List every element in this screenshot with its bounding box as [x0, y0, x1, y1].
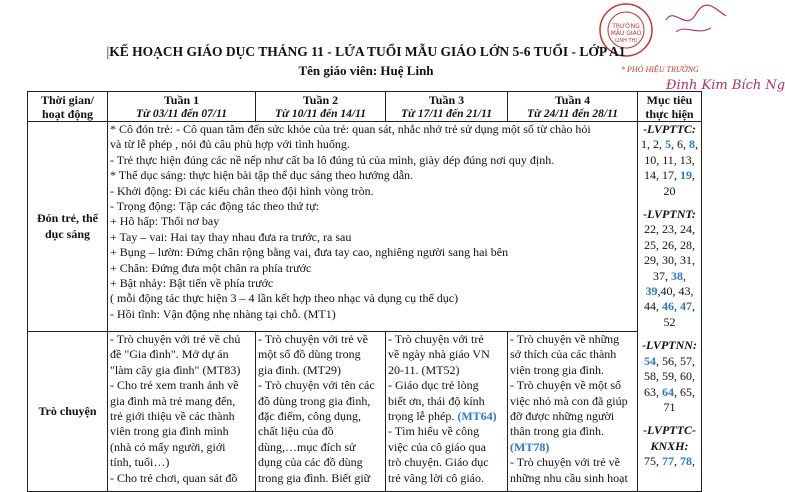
morning-line: + Tay – vai: Hai tay thay nhau đưa ra trước, ra sau — [110, 229, 352, 244]
education-plan-table — [27, 91, 702, 492]
morning-line: - Hồi tĩnh: Vận động nhẹ nhàng tại chỗ. (MT1) — [110, 306, 336, 321]
morning-line: + Hô hấp: Thổi nơ bay — [110, 214, 220, 229]
morning-activities — [108, 122, 638, 332]
goal-group-title: -LVPTNT: — [643, 207, 696, 222]
chat-week-1: - Trò chuyện với trẻ về chủ đề "Gia đình". Mở dự án "làm cây gia đình" (MT83) - Cho trẻ xem tranh ảnh về gia đình mà trẻ mang đến, trẻ giới thiệu về các thành viên trong gia đình mình (nhà có mấy người, giới tính, tuổi…) - Cho trẻ chơi, quan sát đồ — [108, 332, 256, 492]
chat-week-3: - Trò chuyện với trẻ về ngày nhà giáo VN 20-11. (MT52) - Giáo dục trẻ lòng biết ơn, thái độ kính trọng lễ phép. (MT64) - Tìm hiểu về công việc của cô giáo qua trò chuyện. Giáo dục trẻ vâng lời cô giáo. — [386, 332, 508, 492]
header-time: Thời gian/ hoạt động — [28, 92, 108, 122]
morning-line: + Chân: Đứng đưa một chân ra phía trước — [110, 260, 312, 275]
chat-week-4: - Trò chuyện về những sở thích của các thành viên trong gia đình. - Trò chuyện về một số việc nhỏ mà con đã giúp đỡ được những người thân trong gia đình. (MT78) - Trò chuyện với trẻ về những nhu cầu sinh hoạt — [508, 332, 638, 492]
goal-line: 1, 2, 5, 6, 8, — [641, 137, 698, 152]
goal-line: 44, 46, 47, — [644, 299, 695, 314]
chat-week-2: - Trò chuyện với trẻ về một số đồ dùng trong gia đình. (MT29) - Trò chuyện với tên các đồ dùng trong gia đình, đặc điểm, công dụng, chất liệu của đồ dùng,…mục đích sử dụng của các đồ dùng trong gia đình. Biết giữ — [256, 332, 386, 492]
morning-line: - Trọng động: Tập các động tác theo thứ tự: — [110, 199, 320, 214]
morning-line: ( mỗi động tác thực hiện 3 – 4 lần kết hợp theo nhạc và dụng cụ thể dục) — [110, 291, 459, 306]
teacher-name: Tên giáo viên: Huệ Linh — [298, 63, 434, 78]
morning-line: và từ lễ phép , nói đủ câu phù hợp với tình huống. — [110, 137, 350, 152]
stamp-role: * PHÓ HIỆU TRƯỞNG — [621, 65, 699, 74]
goal-line: 37, 38, — [653, 268, 686, 283]
goal-line: 54, 56, 57, — [644, 353, 695, 368]
goal-group-title: -LVPTTC: — [643, 122, 696, 136]
header-week-2: Tuần 2 Từ 10/11 đến 14/11 — [256, 92, 386, 122]
morning-line: - Khởi động: Đi các kiểu chân theo đội hình vòng tròn. — [110, 183, 374, 198]
header-goals: Mục tiêu thực hiện — [638, 92, 702, 122]
goal-ref: (MT78) — [510, 439, 550, 454]
goal-line: 14, 17, 19, — [644, 168, 695, 183]
goals-cell — [638, 122, 702, 492]
goal-ref: (MT64) — [457, 409, 497, 424]
goal-line: 75, 77, 78, — [644, 454, 695, 469]
svg-text:TRƯỜNG: TRƯỜNG — [612, 23, 640, 30]
morning-line: * Thể dục sáng: thực hiện bài tập thể dục sáng theo hướng dẫn. — [110, 168, 414, 183]
goal-line: 39,40, 43, — [645, 284, 694, 299]
goal-line: 71 — [663, 399, 676, 414]
signature-scribble — [656, 2, 732, 42]
goal-group-title: -LVPTTC-KNXH: — [643, 423, 696, 453]
goal-line: 63, 64, 65, — [644, 384, 695, 399]
signature-name: Đinh Kim Bích Ng — [666, 78, 785, 93]
goal-line: 58, 59, 60, — [644, 369, 695, 384]
header-week-1: Tuần 1 Từ 03/11 đến 07/11 — [108, 92, 256, 122]
morning-line: * Cô đón trẻ: - Cô quan tâm đến sức khỏe của trẻ: quan sát, nhắc nhở trẻ sử dụng một số từ chào hỏi — [110, 122, 591, 136]
document-title: |KẾ HOẠCH GIÁO DỤC THÁNG 11 - LỨA TUỔI MẪU GIÁO LỚN 5-6 TUỔI - LỚP A1 — [106, 44, 626, 59]
morning-line: + Bụng – lườn: Đứng chân rộng bằng vai, đưa tay cao, nghiêng người sang hai bên — [110, 245, 509, 260]
goal-group-title: -LVPTNN: — [642, 338, 697, 353]
goal-line: 10, 11, 13, — [644, 152, 695, 167]
row-label-morning: Đón trẻ, thể dục sáng — [28, 122, 108, 332]
goal-line: 29, 30, 31, — [644, 253, 695, 268]
svg-text:MẪU GIÁO: MẪU GIÁO — [610, 30, 642, 37]
goal-line: 20 — [663, 183, 676, 198]
svg-text:LINH THỊ: LINH THỊ — [615, 38, 637, 44]
morning-line: + Bật nhảy: Bật tiến về phía trước — [110, 276, 274, 291]
goal-line: 22, 23, 24, — [644, 222, 695, 237]
morning-line: - Trẻ thực hiện đúng các nề nếp như cất ba lô đúng tủ của mình, giày dép đúng nơi quy định. — [110, 152, 555, 167]
header-week-3: Tuần 3 Từ 17/11 đến 21/11 — [386, 92, 508, 122]
goal-line: 25, 26, 28, — [644, 237, 695, 252]
goal-line: 52 — [663, 314, 676, 329]
header-week-4: Tuần 4 Từ 24/11 đến 28/11 — [508, 92, 638, 122]
row-label-chat: Trò chuyện — [28, 332, 108, 492]
